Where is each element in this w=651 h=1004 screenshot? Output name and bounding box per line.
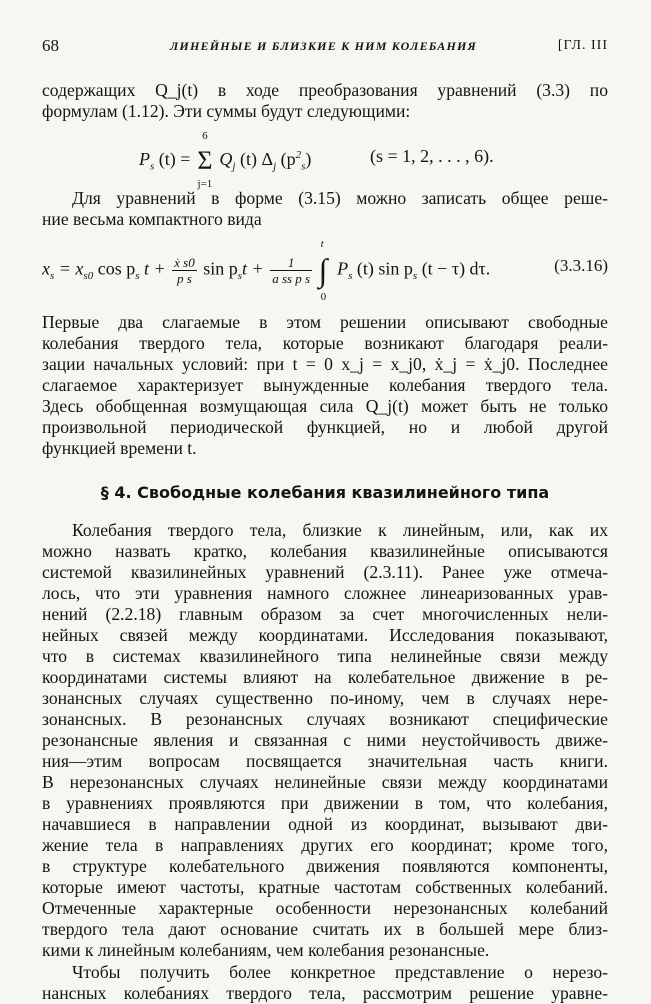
text-line: нансных колебаниях твердого тела, рассмотрим решение уравне- <box>42 983 608 1003</box>
book-page <box>42 36 608 1003</box>
text-line: зации начальных условий: при t = 0 x_j = x_j0, ẋ_j = ẋ_j0. Последнее <box>42 354 608 374</box>
text-line: произвольной периодической функцией, но и любой другой <box>42 417 608 437</box>
text-line: Чтобы получить более конкретное представление о нерезо- <box>72 962 608 982</box>
text-line: жение тела в направлениях других его координат; кроме того, <box>42 835 608 855</box>
text-line: резонансные явления и связанная с ними неустойчивость движе- <box>42 730 608 750</box>
text-line: Для уравнений в форме (3.15) можно записать общее реше- <box>72 188 608 208</box>
text-line: Колебания твердого тела, близкие к линейным, или, как их <box>72 520 608 540</box>
text-line: твердого тела дают основание считать их в большей мере близ- <box>42 919 608 939</box>
text-line: которые имеют частоты, кратные частотам собственных колебаний. <box>42 877 608 897</box>
text-line: в уравнениях проявляются при движении в том, что колебания, <box>42 793 608 813</box>
formula-sum: $P_s$ (t) = Σ 6 j=1 $Q_j$ (t) $\Delta_j$ $(p^2_s)$ <box>139 130 312 190</box>
text-line: функцией времени t. <box>42 438 197 458</box>
text-line: зонансных случаях существенно по-иному, чем в случаях нере- <box>42 688 608 708</box>
running-title: ЛИНЕЙНЫЕ И БЛИЗКИЕ К НИМ КОЛЕБАНИЯ <box>170 39 478 53</box>
text-line: слагаемое характеризует вынужденные колебания твердого тела. <box>42 375 608 395</box>
text-line: зонансных. В резонансных случаях возникают специфические <box>42 709 608 729</box>
text-line: системой квазилинейных уравнений (2.3.11). Ранее уже отмеча- <box>42 562 608 582</box>
text-line: Отмеченные характерные особенности нерезонансных колебаний <box>42 898 608 918</box>
equation-number: (3.3.16) <box>554 256 608 275</box>
text-line: содержащих Q_j(t) в ходе преобразования уравнений (3.3) по <box>42 80 608 100</box>
section-heading: § 4. Свободные колебания квазилинейного типа <box>100 483 550 502</box>
formula-general-solution: $x_s = x_{s0}$ $\cos p_s$ t + $\frac{\text{ẋ s0}}{\text{p s}}$ $\sin p_st$ + $\frac{1}{\text{a ss p s}}$ ∫ t 0 $P_s$ (t) $\sin p_s$ (t − τ) dτ. (3.3.16) <box>42 238 608 303</box>
text-line: координатами системы влияют на колебательное движение в ре- <box>42 667 608 687</box>
text-line: ния—этим вопросам посвящается значительная часть книги. <box>42 751 608 771</box>
page-header <box>42 36 608 60</box>
text-line: В нерезонансных случаях нелинейные связи между координатами <box>42 772 608 792</box>
formula-condition: (s = 1, 2, . . . , 6). <box>370 146 494 166</box>
text-line: нений (2.2.18) главным образом за счет многочисленных нели- <box>42 604 608 624</box>
text-line: можно назвать кратко, колебания квазилинейные описываются <box>42 541 608 561</box>
text-line: в структуре колебательного движения появляются компоненты, <box>42 856 608 876</box>
text-line: формулам (1.12). Эти суммы будут следующими: <box>42 101 411 121</box>
text-line: колебания твердого тела, которые возникают благодаря реали- <box>42 333 608 353</box>
text-line: нейных связей между координатами. Исследования показывают, <box>42 625 608 645</box>
text-line: кими к линейным колебаниям, чем колебания резонансные. <box>42 940 490 960</box>
text-line: Первые два слагаемые в этом решении описывают свободные <box>42 312 608 332</box>
text-line: Здесь обобщенная возмущающая сила Q_j(t) может быть не только <box>42 396 608 416</box>
text-line: ние весьма компактного вида <box>42 209 262 229</box>
fraction-velocity: $\frac{\text{ẋ s0}}{\text{p s}}$ <box>174 255 195 286</box>
text-line: начавшиеся в направлении одной из координат, вызывают дви- <box>42 814 608 834</box>
text-line: лось, что эти уравнения намного сложнее линеаризованных урав- <box>42 583 608 603</box>
sum-operator: Σ 6 j=1 <box>197 130 213 190</box>
integral-operator: ∫ t 0 <box>318 238 328 303</box>
page-number: 68 <box>42 36 59 55</box>
fraction-coefficient: $\frac{1}{\text{a ss p s}}$ <box>272 255 311 286</box>
chapter-label: [ГЛ. III <box>557 38 608 53</box>
text-line: что в системах квазилинейного типа нелинейные связи между <box>42 646 608 666</box>
